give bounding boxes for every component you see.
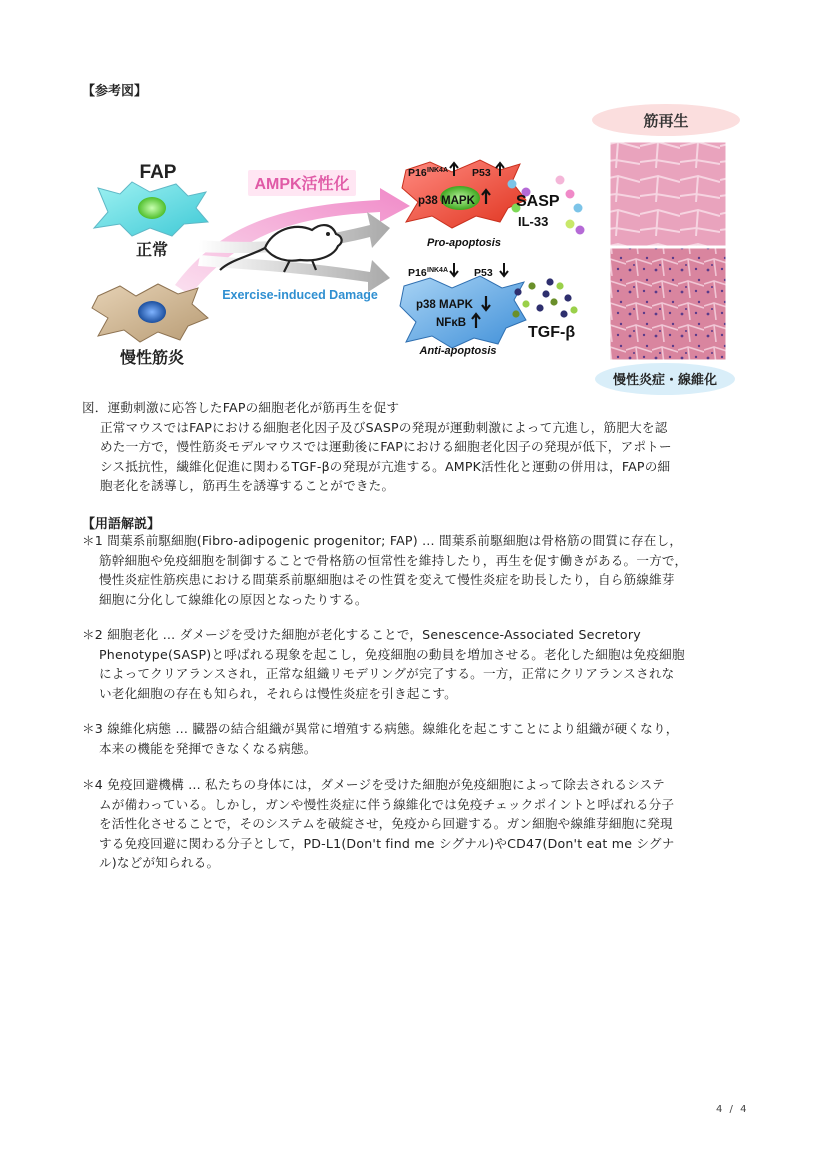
glossary-item-line: 筋幹細胞や免疫細胞を制御することで骨格筋の恒常性を維持したり，再生を促す働きがある。一方で， bbox=[99, 552, 688, 568]
page-number: 4 / 4 bbox=[716, 1104, 749, 1115]
il33-label: IL-33 bbox=[518, 214, 549, 229]
glossary-item-line: 本来の機能を発揮できなくなる病態。 bbox=[99, 740, 317, 756]
exercise-label: Exercise-induced Damage bbox=[222, 288, 378, 302]
p53-top-label: P53 bbox=[472, 167, 491, 179]
glossary-item-line: Phenotype(SASP)と呼ばれる現象を起こし，免疫細胞の動員を増加させる。老化した細胞は免疫細胞 bbox=[99, 646, 685, 662]
glossary-item-line: 慢性炎症性筋疾患における間葉系前駆細胞はその性質を変えて慢性炎症を助長したり，自ら筋線維芽 bbox=[99, 572, 675, 587]
glossary-item-line: を活性化させることで，そのシステムを破綻させ，免疫から回避する。ガン細胞や線維芽細胞に発現 bbox=[99, 816, 673, 831]
chronic-cell-nucleus bbox=[138, 301, 166, 323]
sasp-label: SASP bbox=[516, 193, 560, 210]
glossary-item-senescence bbox=[82, 625, 762, 703]
caption-line: シス抵抗性，繊維化促進に関わるTGF-βの発現が亢進する。AMPK活性化と運動の併用は，FAPの細 bbox=[100, 458, 671, 474]
glossary-item-heading: ＊1 間葉系前駆細胞(Fibro-adipogenic progenitor; FAP) … 間葉系前駆細胞は骨格筋の間質に存在し， bbox=[82, 533, 683, 548]
glossary-item-line: ル)などが知られる。 bbox=[99, 855, 220, 870]
ink4a-top-label: INK4A bbox=[427, 167, 449, 174]
p38-bottom-label: p38 MAPK bbox=[416, 299, 473, 311]
anti-apoptosis-cell bbox=[400, 276, 526, 348]
fap-label: FAP bbox=[139, 162, 177, 183]
glossary-item-heading: ＊2 細胞老化 … ダメージを受けた細胞が老化することで，Senescence-Associated Secretory bbox=[82, 627, 641, 642]
p16-bottom-label: P16 bbox=[408, 267, 427, 279]
p16-top-label: P16 bbox=[408, 167, 427, 179]
ampk-label: AMPK活性化 bbox=[254, 176, 350, 193]
glossary-item-fap bbox=[82, 531, 762, 609]
glossary-item-immune-evasion bbox=[82, 775, 762, 873]
glossary-item-line: 細胞に分化して線維化の原因となったりする。 bbox=[99, 591, 368, 607]
caption-title: 図．運動刺激に応答したFAPの細胞老化が筋再生を促す bbox=[82, 400, 400, 415]
regen-label: 筋再生 bbox=[643, 113, 689, 130]
regen-histology-image bbox=[610, 142, 726, 246]
caption-line: 正常マウスではFAPにおける細胞老化因子及びSASPの発現が運動刺激によって亢進し，筋肥大を認 bbox=[100, 419, 668, 435]
anti-apoptosis-label: Anti-apoptosis bbox=[419, 345, 497, 357]
glossary-item-line: ムが備わっている。しかし，ガンや慢性炎症に伴う線維化では免疫チェックポイントと呼ばれる分子 bbox=[99, 796, 675, 812]
chronic-label: 慢性筋炎 bbox=[119, 350, 185, 367]
glossary-item-heading: ＊4 免疫回避機構 … 私たちの身体には，ダメージを受けた細胞が免疫細胞によって除去されるシステ bbox=[82, 777, 665, 792]
fibrosis-histology-image bbox=[610, 248, 726, 360]
p53-down-arrow-icon bbox=[500, 263, 508, 276]
caption-line: めた一方で，慢性筋炎モデルマウスでは運動後にFAPにおける細胞老化因子の発現が低下，アポトー bbox=[100, 439, 672, 454]
normal-cell-nucleus bbox=[138, 197, 166, 219]
glossary-item-heading: ＊3 線維化病態 … 臓器の結合組織が異常に増殖する病態。線維化を起こすことにより組織が硬くなり， bbox=[82, 721, 679, 736]
tgf-label: TGF-β bbox=[528, 324, 576, 341]
glossary-item-line: する免疫回避に関わる分子として，PD-L1(Don't find me シグナル)やCD47(Don't eat me シグナ bbox=[99, 835, 675, 851]
normal-label: 正常 bbox=[135, 242, 169, 259]
ink4a-bottom-label: INK4A bbox=[427, 267, 449, 274]
reference-figure bbox=[80, 100, 760, 400]
p16-down-arrow-icon bbox=[450, 263, 458, 276]
fibrosis-label: 慢性炎症・線維化 bbox=[612, 372, 718, 387]
figure-caption bbox=[82, 398, 772, 496]
p38-top-label: p38 MAPK bbox=[418, 195, 475, 207]
nfkb-label: NFκB bbox=[436, 317, 467, 329]
glossary-item-line: によってクリアランスされ，正常な組織リモデリングが完了する。一方，正常にクリアランスされな bbox=[99, 666, 675, 681]
p53-bottom-label: P53 bbox=[474, 267, 493, 279]
glossary-item-fibrosis bbox=[82, 719, 762, 758]
pro-apoptosis-label: Pro-apoptosis bbox=[427, 237, 501, 249]
glossary-section-label: 【用語解説】 bbox=[82, 517, 161, 532]
figure-section-label: 【参考図】 bbox=[82, 84, 148, 99]
glossary-item-line: い老化細胞の存在も知られ，それらは慢性炎症を引き起こす。 bbox=[99, 685, 457, 701]
caption-line: 胞老化を誘導し，筋再生を誘導することができた。 bbox=[100, 478, 395, 493]
